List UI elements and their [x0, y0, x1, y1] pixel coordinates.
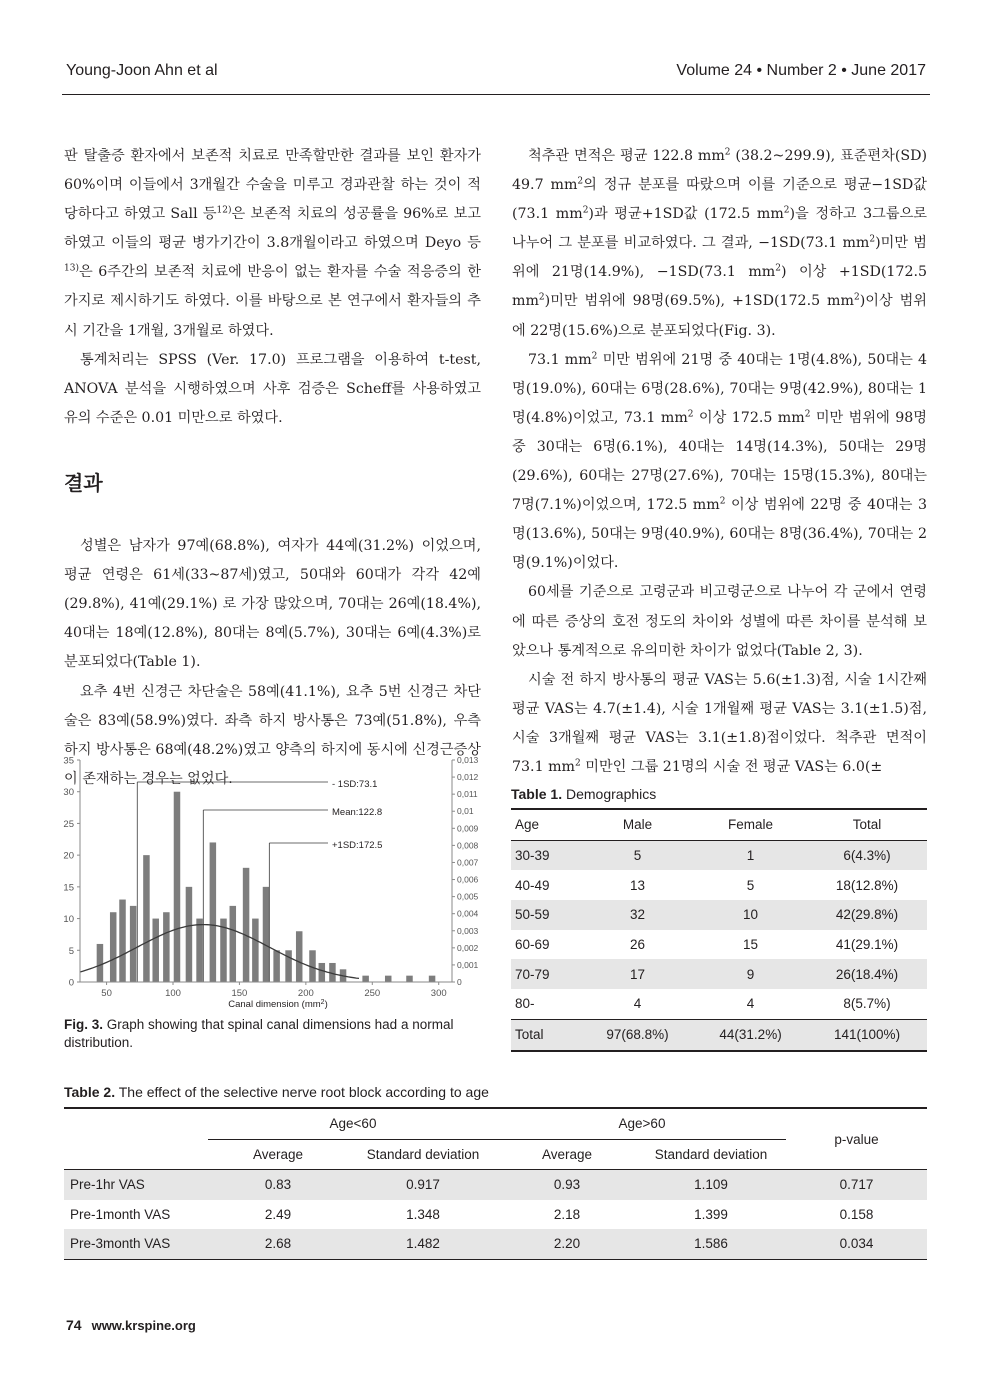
table-cell: 97(68.8%) [581, 1019, 694, 1050]
text: 의 정규 분포를 따랐으며 이를 기준으로 평균−1SD값(73.1 mm [512, 177, 927, 223]
text: 척추관 면적은 평균 122.8 mm [528, 148, 725, 164]
x-axis-label-sup: 2 [320, 999, 325, 1006]
y-tick-label: 30 [63, 787, 74, 799]
histogram-bar [252, 919, 259, 982]
text: 이상 172.5 mm [693, 409, 805, 426]
y-tick-label: 10 [63, 914, 74, 926]
table1-title-text: Demographics [562, 786, 657, 802]
y2-tick-label: 0 [457, 977, 462, 987]
y2-tick-label: 0,011 [457, 789, 478, 800]
table2-title-text: The effect of the selective nerve root block according to age [115, 1084, 489, 1100]
x-tick-label: 150 [231, 988, 248, 999]
superscript: 2 [577, 176, 584, 187]
histogram-bar [429, 976, 436, 982]
table-cell: 17 [581, 959, 694, 989]
table-cell: 80- [515, 996, 535, 1012]
table-cell: 1.399 [694, 1206, 728, 1222]
table-cell: 15 [743, 937, 759, 953]
table1-label: Table 1. [511, 786, 563, 802]
histogram-bar [296, 931, 303, 982]
subheader-cell: Average [252, 1146, 304, 1162]
histogram-bar [230, 906, 237, 982]
running-header-issue: Volume 24 • Number 2 • June 2017 [676, 62, 926, 79]
histogram-bar [130, 906, 137, 982]
table-cell: Pre-1month VAS [70, 1206, 171, 1222]
text: 시술 전 하지 방사통의 평균 VAS는 5.6(±1.3)점, 시술 1시간째 평균 VAS는 4.7(±1.4), 시술 1개월째 평균 VAS는 3.1(±1.5)점, 시술 3개월째 평균 VAS는 3.1(±1.8)점이었다. 척추관 면적이 73.1 mm [512, 671, 927, 775]
superscript: 2 [869, 234, 876, 245]
table-cell: 2.18 [553, 1206, 581, 1222]
x-tick-label: 300 [430, 988, 447, 999]
superscript: 2 [538, 292, 545, 303]
y2-tick-label: 0,006 [457, 874, 479, 885]
y2-tick-label: 0,003 [457, 925, 479, 936]
superscript: 2 [724, 147, 731, 158]
y2-tick-label: 0,001 [457, 959, 479, 970]
y2-tick-label: 0,007 [457, 857, 479, 868]
table-cell: 0.717 [786, 1170, 927, 1200]
reference: 13) [64, 263, 79, 274]
histogram-bar [210, 842, 217, 982]
histogram-bar [385, 976, 392, 982]
page-footer [66, 1317, 196, 1333]
y-tick-label: 15 [63, 882, 74, 894]
figure-3 [60, 750, 490, 1010]
text: ) 이상 +1SD(172.5 mm [512, 264, 928, 310]
text: 73.1 mm [528, 351, 592, 368]
table2-title [64, 1084, 489, 1100]
y-tick-label: 20 [63, 850, 74, 862]
table-cell: 40-49 [515, 877, 550, 893]
paragraph [512, 666, 927, 782]
annotation-plus-1sd [332, 840, 382, 851]
table2-label: Table 2. [64, 1084, 116, 1100]
superscript: 2 [687, 409, 694, 420]
superscript: 2 [804, 409, 811, 420]
table-row [511, 989, 927, 1019]
table-row [64, 1229, 927, 1259]
section-heading: 결과 [64, 470, 103, 495]
left-column [64, 142, 481, 794]
subheader-cell: Average [541, 1146, 593, 1162]
table-cell: 4 [633, 996, 642, 1012]
figure-caption [64, 1016, 482, 1052]
y2-tick-label: 0,012 [457, 772, 479, 783]
table-row [64, 1200, 927, 1230]
annotation-plus-text: +1SD:172.5 [332, 840, 383, 851]
annotation-minus-1sd: - 1SD:73.1 [332, 779, 378, 790]
histogram-bar [263, 887, 270, 982]
header-cell: Female [694, 809, 807, 840]
table-row [511, 959, 927, 989]
table-cell: 18(12.8%) [835, 877, 899, 893]
histogram-bar [362, 976, 369, 982]
y2-tick-label: 0,01 [457, 806, 474, 817]
histogram-bar [243, 868, 250, 982]
x-tick-label: 200 [297, 988, 314, 999]
histogram-bar [119, 900, 126, 982]
table-cell: 70-79 [511, 959, 581, 989]
table-cell: 2.68 [208, 1229, 348, 1259]
y2-tick-label: 0,002 [457, 942, 479, 953]
superscript: 2 [853, 292, 860, 303]
histogram-bar [285, 950, 292, 982]
table1-title [511, 786, 656, 802]
paragraph [512, 142, 927, 346]
annotation-mean: Mean:122.8 [332, 807, 383, 818]
histogram-bar [163, 912, 170, 982]
table-cell: 0.83 [208, 1170, 348, 1200]
table-cell: 4 [746, 996, 755, 1012]
header-cell: Age [511, 809, 581, 840]
group-header-over-60: Age>60 [498, 1108, 786, 1139]
text: 이상 범위에 22명 중 40대는 3명(13.6%), 50대는 9명(40.9%), 60대는 8명(36.4%), 70대는 2명(9.1%)이었다. [512, 497, 927, 572]
table-cell: 0.158 [839, 1206, 874, 1222]
subheader-cell: Standard deviation [654, 1146, 768, 1162]
x-axis-label [228, 999, 327, 1010]
table-cell: 5 [581, 840, 694, 870]
table-cell: Pre-1hr VAS [64, 1170, 208, 1200]
subheader-cell: Standard deviation [366, 1146, 480, 1162]
table-cell: 44(31.2%) [694, 1019, 807, 1050]
text: )미만 범위에 98명(69.5%), +1SD(172.5 mm [544, 293, 854, 310]
text: 미만 범위에 21명 중 40대는 1명(4.8%), 50대는 4명(19.0%), 60대는 6명(28.6%), 70대는 9명(42.9%), 80대는 1명(4.8%)이었고, 73.1 mm [512, 351, 927, 426]
table-cell: 0.034 [786, 1229, 927, 1259]
table-cell: 2.20 [498, 1229, 636, 1259]
running-header-authors: Young-Joon Ahn et al [66, 62, 218, 79]
pvalue-header: p-value [786, 1108, 927, 1170]
reference: 12) [216, 205, 232, 216]
table-cell: 10 [694, 900, 807, 930]
text: )이상 범위에 22명(15.6%)으로 분포되었다(Fig. 3). [512, 293, 928, 339]
paragraph [512, 346, 927, 579]
y-tick-label: 25 [63, 818, 74, 830]
right-column [512, 142, 927, 782]
histogram-bar [110, 912, 117, 982]
table-cell: 2.49 [264, 1206, 292, 1222]
table-cell: 1 [694, 840, 807, 870]
table-cell: 26(18.4%) [807, 959, 927, 989]
x-tick-label: 250 [364, 988, 381, 999]
header-cell: Total [807, 809, 927, 840]
table-cell: 30-39 [511, 840, 581, 870]
table-cell: 141(100%) [807, 1019, 927, 1050]
y-tick-label: 35 [63, 755, 74, 767]
table-demographics [511, 808, 927, 1052]
text: 미만 범위에 98명 중 30대는 6명(6.1%), 40대는 14명(14.3%), 50대는 29명(29.6%), 60대는 27명(27.6%), 70대는 15명(15.3%), 80대는 7명(7.1%)이었으며, 172.5 mm [512, 409, 927, 514]
histogram-bar [273, 950, 280, 982]
histogram-bar [186, 887, 193, 982]
paragraph: 60세를 기준으로 고령군과 비고령군으로 나누어 각 군에서 연령에 따른 증상의 호전 정도의 차이와 성별에 따른 차이를 분석해 보았으나 통계적으로 유의미한 차이가 없었다(Table 2, 3). [512, 584, 927, 659]
text: 판 탈출증 환자에서 보존적 치료로 만족할만한 결과를 보인 환자가 60%이며 이들에서 3개월간 수술을 미루고 경과관찰 하는 것이 적당하다고 하였고 Sall 등 [64, 148, 481, 223]
table-cell: 5 [746, 877, 755, 893]
paragraph: 통계처리는 SPSS (Ver. 17.0) 프로그램을 이용하여 t-test, ANOVA 분석을 시행하였으며 사후 검증은 Scheff를 사용하였고 유의 수준은 0.01 미만으로 하였다. [64, 351, 481, 426]
histogram-bar [196, 919, 203, 982]
superscript: 2 [591, 350, 598, 361]
table-cell: 13 [629, 877, 645, 893]
table-cell: 1.348 [406, 1206, 440, 1222]
x-axis-label-text: Canal dimension (mm [228, 999, 321, 1010]
table-cell: Pre-3month VAS [64, 1229, 208, 1259]
text: 은 보존적 치료의 성공률을 96%로 보고하였고 이들의 평균 병가기간이 3.8개월이라고 하였으며 Deyo 등 [64, 206, 481, 252]
table-row [511, 870, 927, 900]
table-row [511, 840, 927, 870]
table-cell: 1.109 [636, 1170, 786, 1200]
table-cell: 50-59 [511, 900, 581, 930]
text: 은 6주간의 보존적 치료에 반응이 없는 환자를 수술 적응증의 한가지로 제시하기도 하였다. 이를 바탕으로 본 연구에서 환자들의 추시 기간을 1개월, 3개월로 하였다. [64, 264, 481, 339]
table-cell: 6(4.3%) [807, 840, 927, 870]
superscript: 2 [582, 205, 589, 216]
table-cell: 60-69 [515, 937, 550, 953]
empty-cell [64, 1108, 208, 1170]
footer-url: www.krspine.org [91, 1318, 196, 1333]
table-header-row [511, 809, 927, 840]
table-age-effect [64, 1107, 927, 1260]
paragraph [64, 142, 481, 346]
text: 미만인 그룹 21명의 시술 전 평균 VAS는 6.0(± [580, 758, 883, 775]
header-cell: Male [581, 809, 694, 840]
y2-tick-label: 0,004 [457, 908, 479, 919]
y2-tick-label: 0,005 [457, 891, 479, 902]
superscript: 2 [719, 496, 726, 507]
table-total-row [511, 1019, 927, 1050]
table-group-header-row [64, 1108, 927, 1139]
page-number: 74 [66, 1317, 82, 1333]
paragraph: 성별은 남자가 97예(68.8%), 여자가 44예(31.2%) 이었으며, 평균 연령은 61세(33~87세)였고, 50대와 60대가 각각 42예(29.8%), 41예(29.1%) 로 가장 많았으며, 70대는 26예(18.4%), 40대는 18예(12.8%), 80대는 8예(5.7%), 30대는 6예(4.3%)로 분포되었다(Table 1). [64, 538, 481, 671]
caption-text: Graph showing that spinal canal dimensions had a normal distribution. [64, 1017, 454, 1050]
histogram-bar [143, 855, 150, 982]
y2-tick-label: 0,008 [457, 840, 479, 851]
table-cell: 1.482 [348, 1229, 498, 1259]
table-cell: 0.93 [498, 1170, 636, 1200]
table-cell: 41(29.1%) [835, 937, 899, 953]
y-tick-label: 5 [68, 945, 74, 957]
x-tick-label: 50 [101, 988, 112, 999]
superscript: 2 [575, 758, 581, 769]
y-tick-label: 0 [68, 977, 74, 989]
table-cell: 42(29.8%) [807, 900, 927, 930]
y2-tick-label: 0,009 [457, 823, 479, 834]
superscript: 2 [783, 205, 790, 216]
table-cell: 0.917 [348, 1170, 498, 1200]
histogram-chart [60, 750, 490, 1010]
x-axis-label-end: ) [324, 999, 328, 1010]
histogram-bar [97, 944, 104, 982]
text: (38.2~299.9), 표준편차(SD) 49.7 mm [512, 148, 928, 194]
table-cell: 32 [581, 900, 694, 930]
table-row [511, 900, 927, 930]
table-cell: Total [511, 1019, 581, 1050]
histogram-bar [174, 792, 181, 982]
header-rule [62, 94, 930, 95]
table-cell: 8(5.7%) [843, 996, 891, 1012]
paragraph: 요추 4번 신경근 차단술은 58예(41.1%), 요추 5번 신경근 차단술은 83예(58.9%)였다. 좌측 하지 방사통은 73예(51.8%), 우측 하지 방사통은 68예(48.2%)였고 양측의 하지에 동시에 신경근증상이 존재하는 경우는 없었다. [64, 683, 481, 787]
group-header-under-60: Age<60 [208, 1108, 498, 1139]
table-cell: 1.586 [636, 1229, 786, 1259]
table-row [64, 1170, 927, 1200]
table-cell: 26 [629, 937, 645, 953]
x-tick-label: 100 [165, 988, 181, 999]
text: )과 평균+1SD값 (172.5 mm [588, 206, 784, 223]
y2-tick-label: 0,013 [457, 755, 479, 765]
table-cell: 9 [694, 959, 807, 989]
caption-label: Fig. 3. [64, 1017, 104, 1032]
histogram-bar [152, 919, 159, 982]
text: )미만 범위에 21명(14.9%), −1SD(73.1 mm [512, 235, 927, 281]
table-row [511, 930, 927, 960]
superscript: 2 [775, 263, 781, 274]
text: )을 정하고 3그룹으로 나누어 그 분포를 비교하였다. 그 결과, −1SD(73.1 mm [512, 206, 928, 252]
histogram-bar [319, 963, 326, 982]
histogram-bar [406, 976, 413, 982]
